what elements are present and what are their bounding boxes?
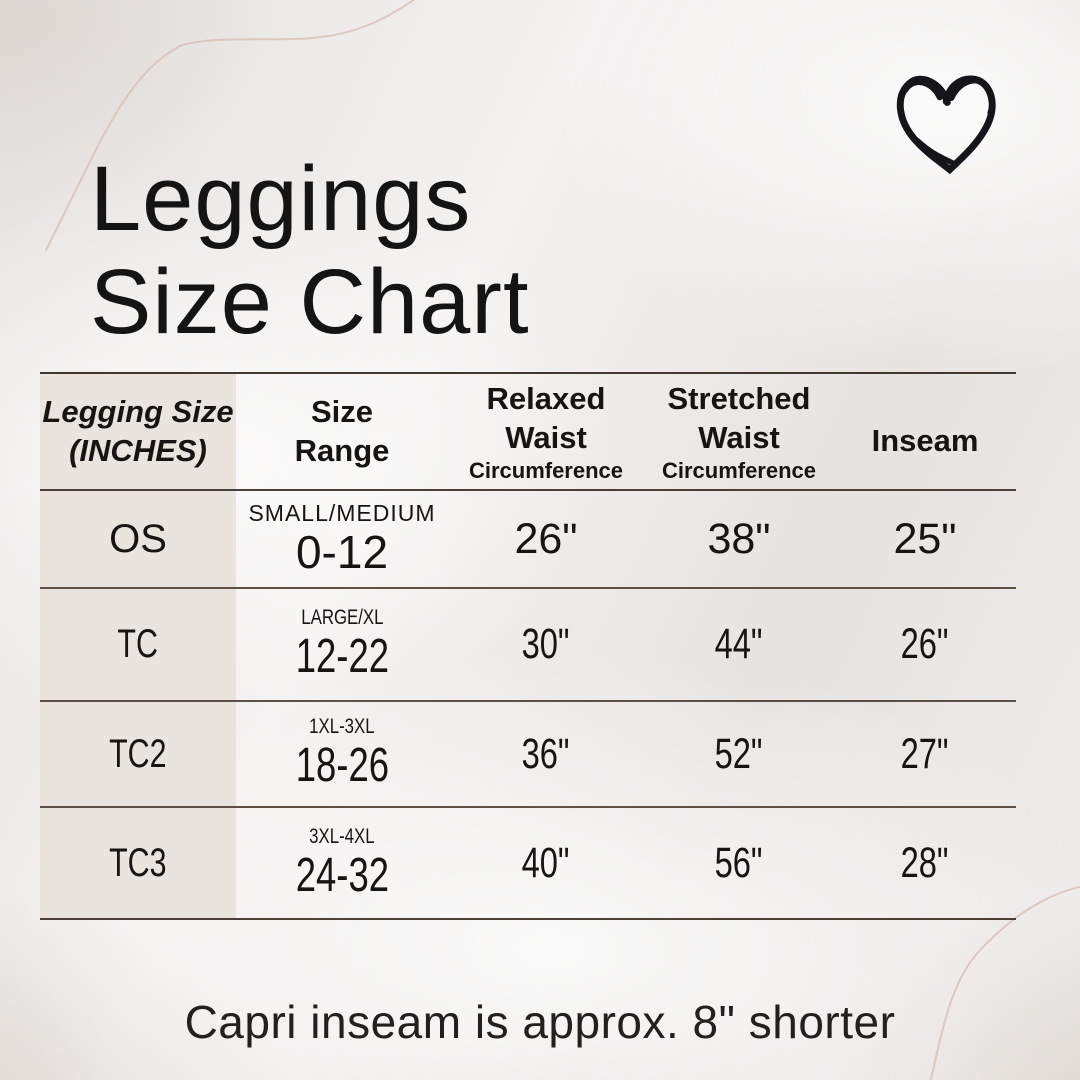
table-rule-row3 <box>40 806 1016 808</box>
range-value <box>281 849 404 903</box>
range-value: 0-12 <box>295 526 389 578</box>
column-header-size-range <box>236 372 448 490</box>
column-header-inseam <box>834 372 1016 490</box>
header-text: Inseam <box>871 422 979 458</box>
range-label <box>291 606 394 630</box>
range-value <box>281 739 404 793</box>
value-text: 28" <box>901 839 949 887</box>
row3-stretched-waist <box>644 701 834 807</box>
column-header-relaxed-waist <box>448 372 644 490</box>
header-subtext: Circumference <box>661 458 817 483</box>
range-value-text: 18-26 <box>295 739 389 792</box>
value-text: 27" <box>901 729 949 778</box>
row3-size-range <box>236 701 448 807</box>
row3-relaxed-waist <box>448 701 644 807</box>
range-value <box>281 630 404 684</box>
size-value: TC2 <box>109 731 167 776</box>
range-value-text: 12-22 <box>295 629 389 683</box>
row3-inseam <box>834 701 1016 807</box>
range-label <box>301 715 383 739</box>
table-rule-bottom <box>40 918 1016 920</box>
table-rule-row1 <box>40 587 1016 589</box>
range-label: SMALL/MEDIUM <box>248 500 436 526</box>
value-text: 40" <box>522 839 570 887</box>
value-text: 26" <box>901 620 949 668</box>
range-value-text: 24-32 <box>295 848 389 902</box>
row3-size <box>40 701 236 807</box>
row2-inseam <box>834 588 1016 701</box>
row1-inseam: 25" <box>893 514 957 563</box>
header-text: Legging Size <box>42 394 234 429</box>
header-subtext: Circumference <box>468 458 624 483</box>
header-text: Stretched <box>667 381 811 416</box>
row2-size-range <box>236 588 448 701</box>
size-chart-grid <box>40 372 1016 920</box>
range-label-text: LARGE/XL <box>300 605 384 629</box>
column-header-stretched-waist <box>644 372 834 490</box>
value-text: 52" <box>715 729 763 778</box>
value-text: 30" <box>522 620 570 668</box>
heart-icon <box>883 50 1016 190</box>
footnote: Capri inseam is approx. 8" shorter <box>184 996 896 1048</box>
row2-size <box>40 588 236 701</box>
title-line-2: Size Chart <box>90 251 530 353</box>
value-text: 44" <box>715 620 763 668</box>
header-text: Waist <box>505 420 587 455</box>
title-line-1: Leggings <box>90 148 472 250</box>
table-rule-row2 <box>40 700 1016 702</box>
header-text: Range <box>294 433 390 468</box>
size-value: TC <box>117 622 159 666</box>
range-label-text: 3XL-4XL <box>309 824 375 848</box>
row2-stretched-waist <box>644 588 834 701</box>
header-text: Size <box>310 394 374 429</box>
row1-size-range <box>236 490 448 588</box>
row4-relaxed-waist <box>448 807 644 920</box>
value-text: 56" <box>715 839 763 887</box>
range-label <box>301 825 383 849</box>
row4-stretched-waist <box>644 807 834 920</box>
row2-relaxed-waist <box>448 588 644 701</box>
column-header-legging-size <box>40 372 236 490</box>
row4-inseam <box>834 807 1016 920</box>
row4-size-range <box>236 807 448 920</box>
row1-size: OS <box>109 516 167 561</box>
header-text: Waist <box>698 420 780 455</box>
page-title <box>90 148 530 354</box>
value-text: 36" <box>522 729 570 778</box>
row4-size <box>40 807 236 920</box>
header-text: Relaxed <box>486 381 606 416</box>
size-chart-table <box>40 372 1016 920</box>
size-value: TC3 <box>109 841 167 885</box>
row1-stretched-waist: 38" <box>707 514 771 563</box>
table-rule-header <box>40 489 1016 491</box>
range-label-text: 1XL-3XL <box>309 715 375 738</box>
table-rule-top <box>40 372 1016 374</box>
row1-relaxed-waist: 26" <box>514 514 578 563</box>
header-text: (INCHES) <box>69 433 207 468</box>
